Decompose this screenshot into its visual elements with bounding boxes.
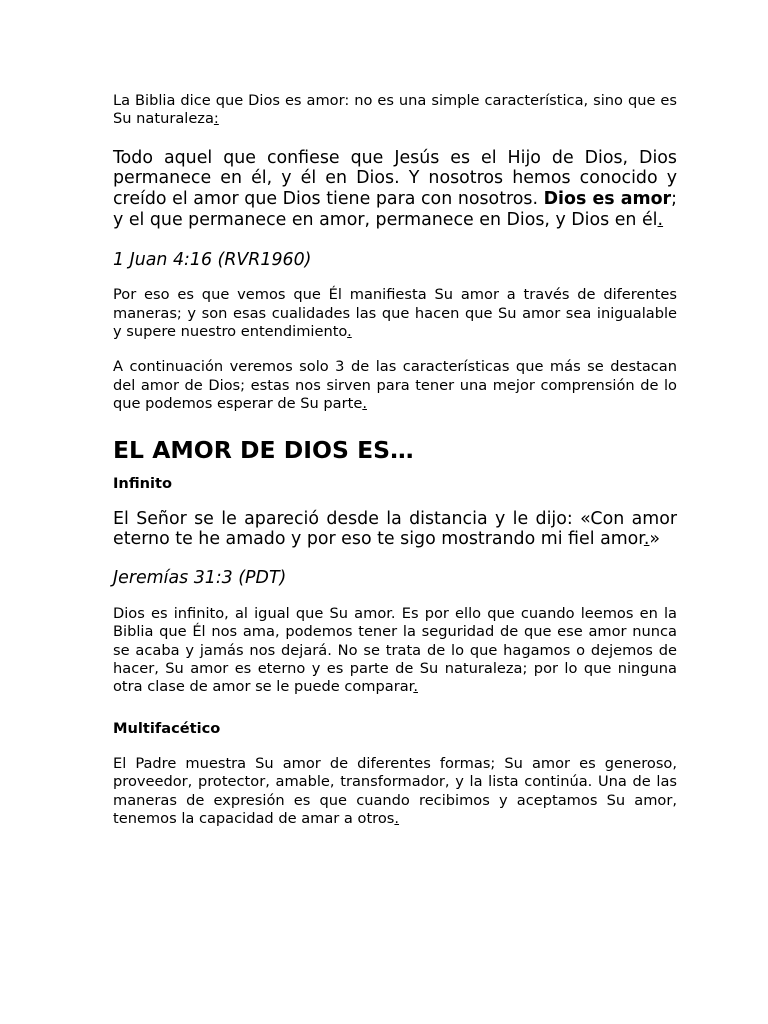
- verse-2-quote: [113, 509, 677, 550]
- paragraph-infinito-text: Dios es infinito, al igual que Su amor. Es por ello que cuando leemos en la Biblia que Él nos ama, podemos tener la seguridad de que ese amor nunca se acaba y jamás nos dejará. No se trata de lo que hagamos o dejemos de hacer, Su amor es eterno y es parte de Su naturaleza; por lo que ninguna otra clase de amor se le puede comparar: [113, 604, 677, 696]
- document-page: [113, 90, 677, 828]
- verse-2-reference: Jeremías 31:3 (PDT): [113, 567, 287, 588]
- intro-text: La Biblia dice que Dios es amor: no es una simple característica, sino que es Su naturaleza: [113, 92, 677, 128]
- paragraph-infinito: [113, 605, 677, 697]
- intro-paragraph: [113, 92, 677, 129]
- verse-2-close: »: [649, 529, 661, 550]
- subheading-multifacetico: Multifacético: [113, 719, 221, 737]
- paragraph-manifiesta: [113, 286, 677, 341]
- paragraph-multifacetico-text: El Padre muestra Su amor de diferentes formas; Su amor es generoso, proveedor, protector, amable, transformador, y la lista continúa. Una de las maneras de expresión es que cuando recibimos y aceptamos Su amor, tenemos la capacidad de amar a otros: [113, 754, 677, 828]
- verse-2-text: El Señor se le apareció desde la distancia y le dijo: «Con amor eterno te he amado y por eso te sigo mostrando mi fiel amor: [113, 508, 677, 550]
- verse-1-quote: [113, 148, 677, 230]
- paragraph-continuacion-end: .: [362, 395, 367, 413]
- subheading-infinito: Infinito: [113, 474, 173, 492]
- verse-1-reference: 1 Juan 4:16 (RVR1960): [113, 250, 312, 271]
- verse-1-bold: Dios es amor: [543, 189, 672, 209]
- paragraph-continuacion-text: A continuación veremos solo 3 de las características que más se destacan del amor de Dios; estas nos sirven para tener una mejor comprensión de lo que podemos esperar de Su parte: [113, 358, 677, 413]
- paragraph-continuacion: [113, 358, 677, 413]
- section-heading: EL AMOR DE DIOS ES…: [113, 435, 414, 464]
- intro-end: :: [213, 110, 219, 128]
- paragraph-infinito-end: .: [413, 678, 418, 696]
- paragraph-manifiesta-text: Por eso es que vemos que Él manifiesta Su amor a través de diferentes maneras; y son esas cualidades las que hacen que Su amor sea inigualable y supere nuestro entendimiento: [113, 286, 677, 340]
- paragraph-multifacetico-end: .: [394, 810, 400, 828]
- paragraph-multifacetico: [113, 755, 677, 829]
- verse-1-text-a: Todo aquel que confiese que Jesús es el Hijo de Dios, Dios permanece en él, y él en Dios. Y nosotros hemos conocido y creído el amor que Dios tiene para con nosotros.: [113, 147, 677, 209]
- verse-2-end: .: [643, 529, 650, 550]
- verse-1-end: .: [657, 209, 664, 230]
- verse-1-text-b: ; y el que permanece en amor, permanece en Dios, y Dios en él: [113, 189, 677, 230]
- paragraph-manifiesta-end: .: [347, 323, 352, 340]
